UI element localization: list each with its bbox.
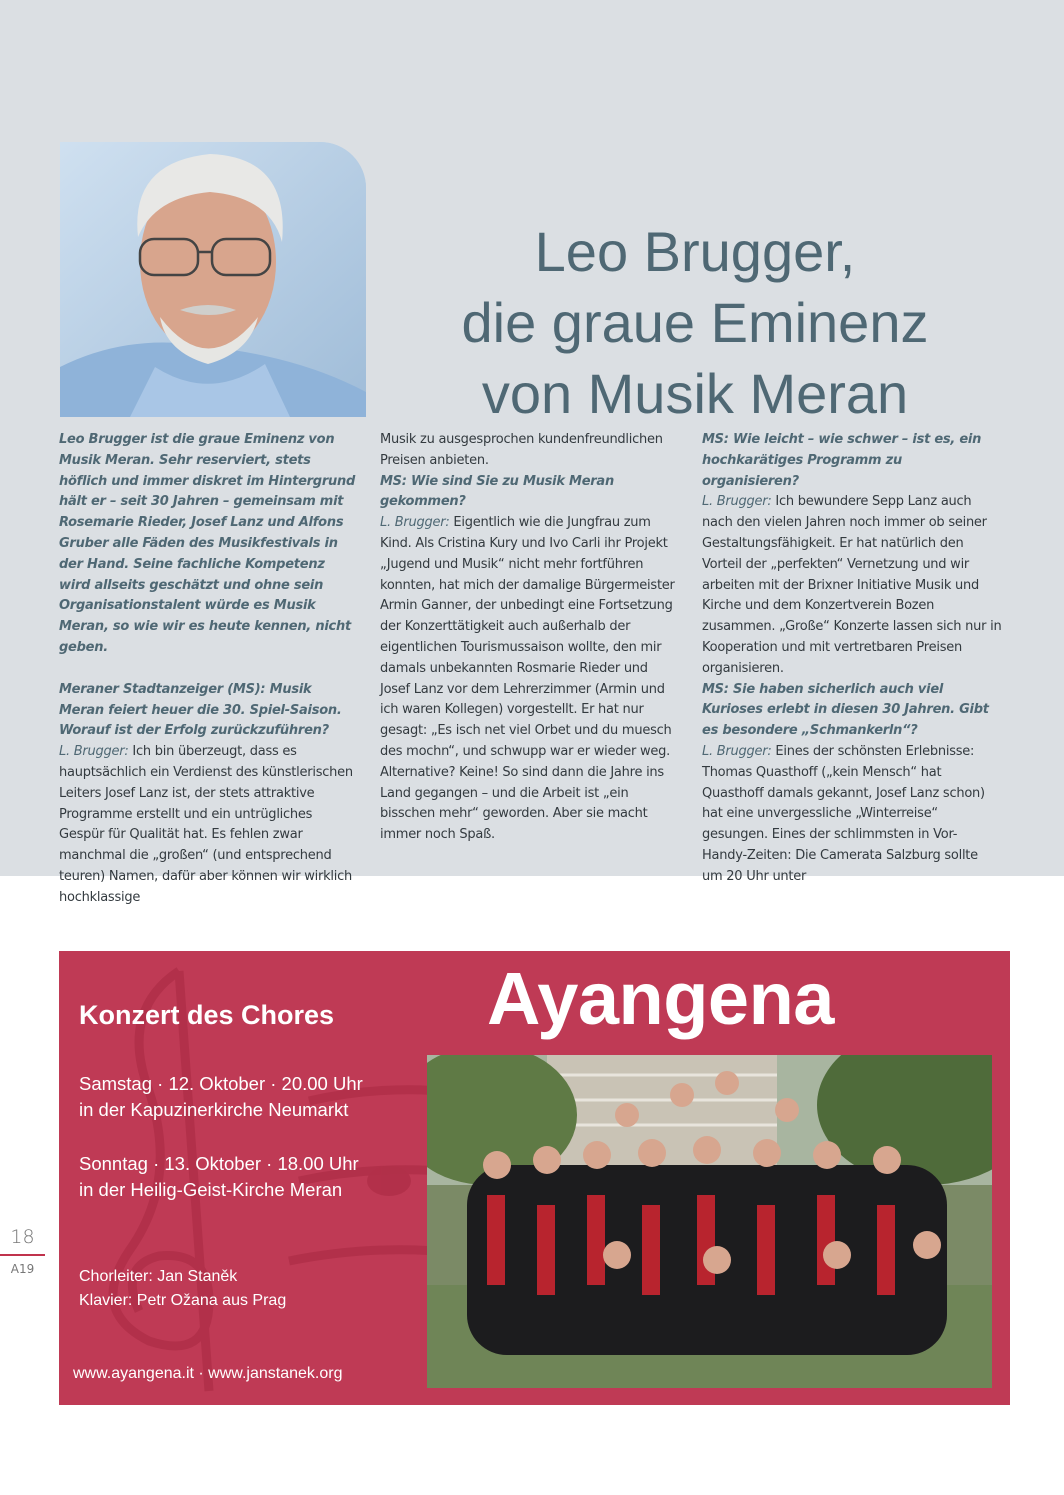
headline-line: Leo Brugger, xyxy=(534,219,856,283)
interview-question: MS: Wie leicht – wie schwer – ist es, ein hochkarätiges Programm zu organisieren? xyxy=(702,432,982,489)
concert-date-line: Sonntag · 13. Oktober · 18.00 Uhr xyxy=(79,1153,359,1174)
answer-text: Musik zu ausgesprochen kundenfreundlichen Preisen anbieten. xyxy=(380,432,663,468)
interview-question: MS: Sie haben sicherlich auch viel Kurioses erlebt in diesen 30 Jahren. Gibt es besondere „Schmankerln“? xyxy=(702,681,989,739)
headline-line: von Musik Meran xyxy=(481,361,909,425)
interview-answer xyxy=(380,513,680,846)
page-number-value: 18 xyxy=(10,1226,35,1248)
page-section-label: A19 xyxy=(10,1262,35,1276)
article-headline xyxy=(420,216,970,429)
choir-name: Ayangena xyxy=(487,957,834,1040)
interview-answer xyxy=(702,492,1002,679)
website-links: www.ayangena.it · www.janstanek.org xyxy=(73,1365,343,1382)
concert-date-line: Samstag · 12. Oktober · 20.00 Uhr xyxy=(79,1073,363,1094)
speaker-label: L. Brugger: xyxy=(702,494,772,510)
speaker-label: L. Brugger: xyxy=(702,743,772,759)
concert-credits xyxy=(79,1265,286,1313)
speaker-label: L. Brugger: xyxy=(59,744,129,760)
page-number-rule xyxy=(0,1254,45,1256)
interview-question: MS: Wie sind Sie zu Musik Meran gekommen? xyxy=(380,473,614,510)
concert-date-2 xyxy=(79,1151,359,1203)
interview-question: Meraner Stadtanzeiger (MS): Musik Meran feiert heuer die 30. Spiel-Saison. Worauf ist der Erfolg zurückzuführen? xyxy=(59,681,342,739)
page-number xyxy=(0,1222,45,1276)
article-column-3 xyxy=(702,430,1002,888)
conductor-credit: Chorleiter: Jan Staněk xyxy=(79,1268,238,1285)
concert-venue-line: in der Kapuzinerkirche Neumarkt xyxy=(79,1099,349,1120)
choir-group-photo xyxy=(427,1055,992,1388)
answer-text: Ich bewundere Sepp Lanz auch nach den vielen Jahren noch immer ob seiner Gestaltungsfähigkeit. Er hat natürlich den Vorteil der „perfekten“ Vernetzung und wir arbeiten mit der Brixner Initiative Musik und Kirche und dem Konzertverein Bozen zusammen. „Große“ Konzerte lassen sich nur in Kooperation und mit vertretbaren Preisen organisieren. xyxy=(702,494,1002,676)
answer-text: Eigentlich wie die Jungfrau zum Kind. Als Cristina Kury und Ivo Carli ihr Projekt „Jugend und Musik“ nicht mehr fortführen konnten, hat mich der damalige Bürgermeister Armin Ganner, der unbedingt eine Fortsetzung der Konzerttätigkeit auch außerhalb der eigentlichen Tourismussaison wollte, den mir damals unbekannten Rosmarie Rieder und Josef Lanz vor dem Lehrerzimmer (Armin und ich waren Kollegen) vorgestellt. Er hat nur gesagt: „Es isch net viel Orbet und du muesch des mochn“, und schwupp war er wieder weg. Alternative? Keine! So sind dann die Jahre ins Land gegangen – und die Arbeit ist „ein bisschen mehr“ geworden. Aber sie macht immer noch Spaß. xyxy=(380,515,675,843)
portrait-photo xyxy=(60,142,366,417)
pianist-credit: Klavier: Petr Ožana aus Prag xyxy=(79,1292,287,1309)
concert-date-1 xyxy=(79,1071,363,1123)
interview-answer xyxy=(59,742,359,908)
article-column-2 xyxy=(380,430,680,846)
answer-text: Eines der schönsten Erlebnisse: Thomas Quasthoff („kein Mensch“ hat Quasthoff damals gekannt, Josef Lanz schon) hat eine unvergessliche „Winterreise“ gesungen. Eines der schlimmsten in Vor-Handy-Zeiten: Die Camerata Salzburg sollte um 20 Uhr unter xyxy=(702,743,985,884)
concert-venue-line: in der Heilig-Geist-Kirche Meran xyxy=(79,1179,343,1200)
answer-text: Ich bin überzeugt, dass es hauptsächlich ein Verdienst des künstlerischen Leiters Josef Lanz ist, der stets attraktive Programme erstellt und ein untrügliches Gespür für Qualität hat. Es fehlen zwar manchmal die „großen“ (und entsprechend teuren) Namen, dafür aber können wir wirklich hochklassige xyxy=(59,744,353,905)
article-lead: Leo Brugger ist die graue Eminenz von Musik Meran. Sehr reserviert, stets höflich und immer diskret im Hintergrund hält er – seit 30 Jahren – gemeinsam mit Rosemarie Rieder, Josef Lanz und Alfons Gruber alle Fäden des Musikfestivals in der Hand. Seine fachliche Kompetenz wird allseits geschätzt und ohne sein Organisationstalent würde es Musik Meran, so wie wir es heute kennen, nicht geben. xyxy=(59,432,356,655)
headline-line: die graue Eminenz xyxy=(461,290,929,354)
ad-subtitle: Konzert des Chores xyxy=(79,1000,335,1030)
speaker-label: L. Brugger: xyxy=(380,515,450,531)
concert-advertisement xyxy=(59,951,1010,1405)
article-column-1 xyxy=(59,430,359,909)
interview-answer xyxy=(702,742,1002,888)
